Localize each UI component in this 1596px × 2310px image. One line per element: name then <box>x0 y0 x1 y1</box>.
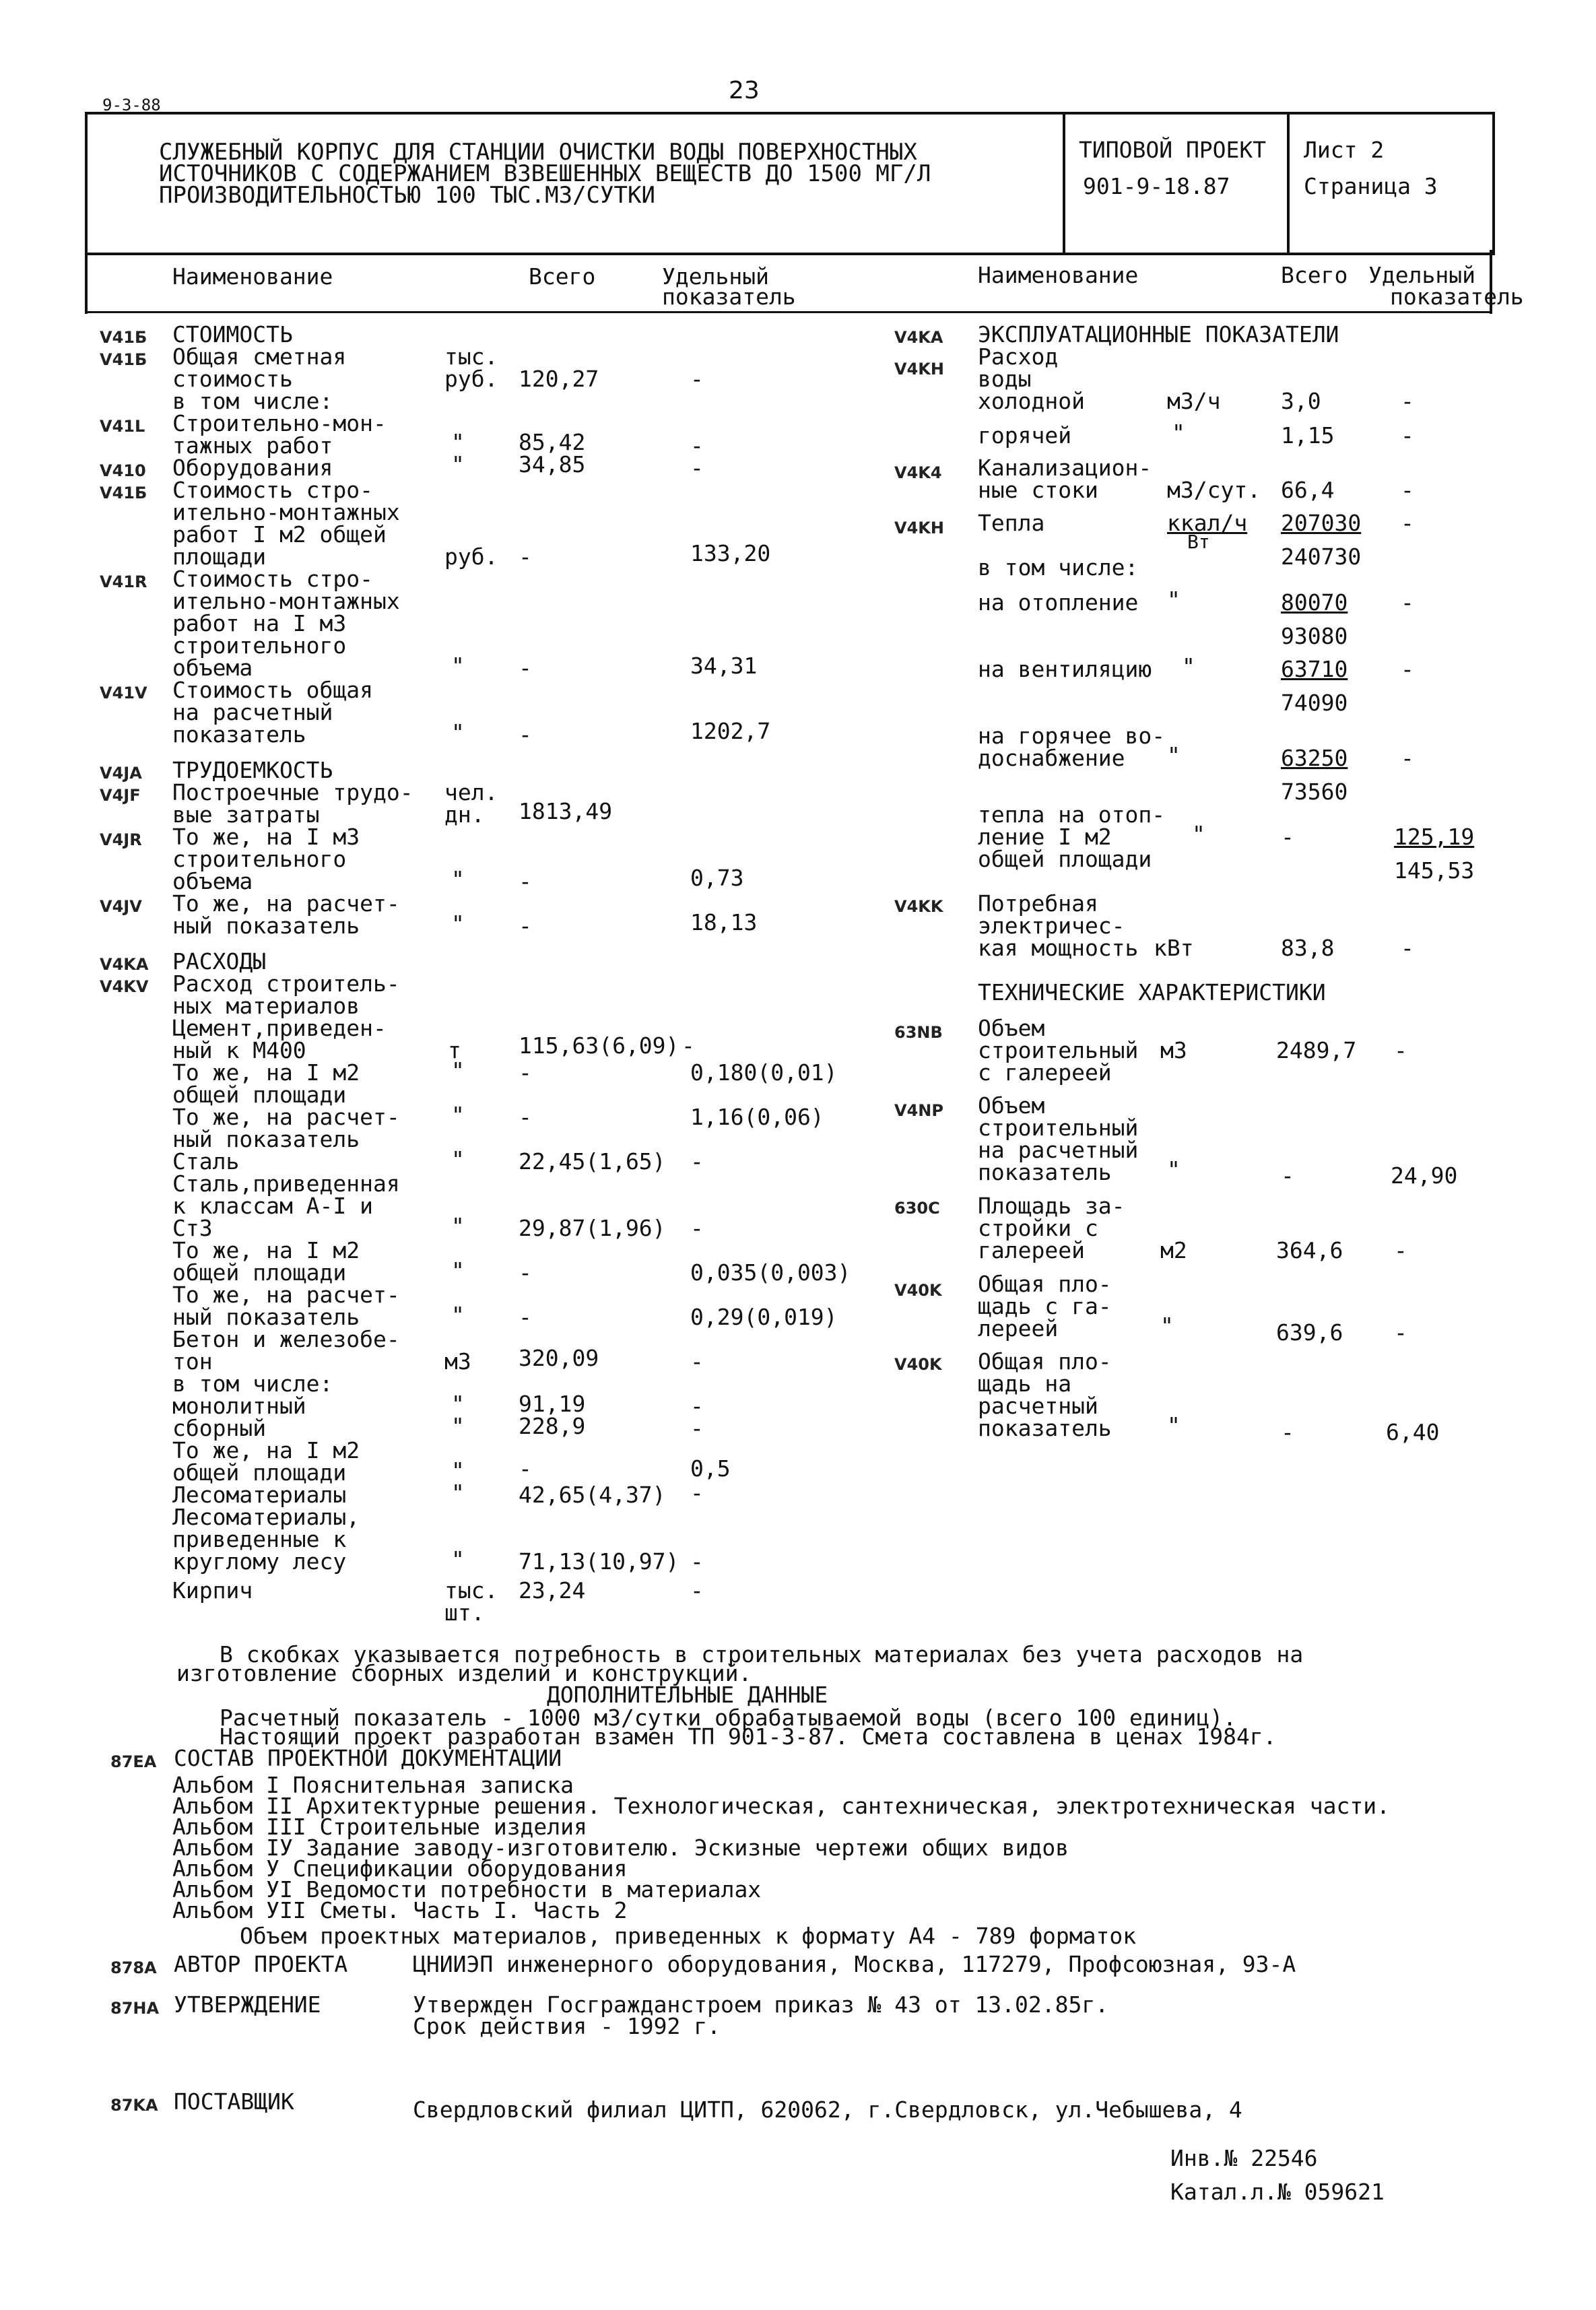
col-header-total-right: Всего <box>1281 262 1348 288</box>
unit-cell: " <box>451 1302 465 1328</box>
row-label: Кирпич <box>172 1577 253 1604</box>
row-label: То же, на расчет- <box>172 890 400 917</box>
row-label: электричес- <box>978 913 1125 939</box>
spec-cell: 0,5 <box>690 1455 731 1482</box>
unit-cell: " <box>451 1546 465 1573</box>
total-cell: 83,8 <box>1281 935 1335 961</box>
unit-cell: руб. <box>444 543 498 570</box>
spec-cell: - <box>1401 935 1414 961</box>
unit-cell: " <box>1167 587 1181 613</box>
row-label: холодной <box>978 388 1085 414</box>
total-cell: - <box>519 1259 532 1286</box>
catalog-number: Катал.л.№ 059621 <box>1170 2179 1385 2205</box>
row-label: сборный <box>172 1415 267 1441</box>
total-cell: 29,87(1,96) <box>519 1215 666 1241</box>
row-label: строительный <box>978 1115 1139 1141</box>
row-label: То же, на I м2 <box>172 1237 360 1263</box>
unit-cell: шт. <box>444 1599 485 1626</box>
row-label: работ на I м3 <box>172 610 347 636</box>
total-cell: 320,09 <box>519 1345 599 1371</box>
unit-cell: " <box>1160 1313 1174 1339</box>
unit-cell: м3/сут. <box>1167 477 1261 503</box>
row-code: V4KA <box>100 955 149 974</box>
row-code: V4JF <box>100 786 141 805</box>
col-header-total: Всего <box>529 263 596 290</box>
row-label: горячей <box>978 422 1072 449</box>
supplier-value: Свердловский филиал ЦИТП, 620062, г.Свердловск, ул.Чебышева, 4 <box>413 2097 1242 2123</box>
spec-cell: - <box>690 1348 704 1375</box>
list-item: Альбом УII Сметы. Часть I. Часть 2 <box>172 1897 628 1923</box>
total-cell: 1813,49 <box>519 798 613 824</box>
author-value: ЦНИИЭП инженерного оборудования, Москва, 117279, Профсоюзная, 93-А <box>413 1951 1296 1977</box>
spec-cell: - <box>690 1393 704 1419</box>
row-label: стоимость <box>172 366 293 392</box>
page-number: 23 <box>729 77 760 104</box>
unit-cell: " <box>451 1146 465 1173</box>
spec-cell: 0,29(0,019) <box>690 1304 838 1330</box>
list-item: Альбом III Строительные изделия <box>172 1814 587 1840</box>
row-label: щадь с га- <box>978 1293 1112 1319</box>
total-cell: 639,6 <box>1276 1319 1343 1346</box>
row-label: То же, на расчет- <box>172 1282 400 1308</box>
spec-cell: - <box>1401 388 1414 414</box>
spec-cell: 18,13 <box>690 909 758 935</box>
unit-cell: " <box>451 1057 465 1084</box>
row-label: Ст3 <box>172 1215 213 1241</box>
row-label: Стоимость стро- <box>172 477 374 503</box>
spec-cell: 145,53 <box>1394 857 1475 884</box>
total-cell: 80070 <box>1281 589 1348 616</box>
row-label: Оборудования <box>172 455 333 481</box>
row-label: вые затраты <box>172 801 320 828</box>
row-label: доснабжение <box>978 745 1125 771</box>
spec-cell: - <box>690 1480 704 1506</box>
header-box <box>85 112 1495 255</box>
row-code: 87HA <box>110 1999 160 2018</box>
row-code: 87KA <box>110 2096 158 2115</box>
row-label: ные стоки <box>978 477 1098 503</box>
total-cell: - <box>519 1304 532 1330</box>
row-label: объема <box>172 655 253 681</box>
row-code: 87EA <box>110 1752 157 1771</box>
spec-cell: - <box>690 1577 704 1604</box>
row-code: 63NB <box>894 1023 943 1042</box>
row-code: V4KH <box>894 360 944 378</box>
row-label: ный показатель <box>172 913 360 939</box>
spec-cell: - <box>690 1415 704 1441</box>
unit-cell: " <box>451 866 465 892</box>
row-label: общей площади <box>172 1459 347 1486</box>
total-cell: - <box>519 868 532 894</box>
row-label: в том числе: <box>172 1371 333 1397</box>
spec-cell: - <box>681 1032 695 1059</box>
spec-cell: - <box>1401 510 1414 536</box>
row-label: площади <box>172 543 267 570</box>
unit-cell: " <box>451 1213 465 1239</box>
row-label: тажных работ <box>172 432 333 459</box>
list-item: Альбом I Пояснительная записка <box>172 1772 574 1798</box>
unit-cell: " <box>451 1102 465 1128</box>
row-label: Канализацион- <box>978 455 1152 481</box>
col-header-specific-2: показатель <box>662 284 796 310</box>
approve-label: УТВЕРЖДЕНИЕ <box>174 1991 321 2018</box>
row-label: на отопление <box>978 589 1139 616</box>
row-code: V4JA <box>100 764 142 783</box>
row-label: щадь на <box>978 1371 1072 1397</box>
row-label: ный показатель <box>172 1126 360 1152</box>
row-label: Сталь,приведенная <box>172 1170 400 1197</box>
row-code: V41L <box>100 417 145 436</box>
total-cell: - <box>519 1059 532 1086</box>
row-label: Строительно-мон- <box>172 410 387 436</box>
total-cell: 34,85 <box>519 451 586 477</box>
row-label: на расчетный <box>978 1137 1139 1163</box>
spec-cell: - <box>1394 1037 1407 1063</box>
row-code: V4NP <box>894 1101 943 1120</box>
total-cell: - <box>1281 1162 1294 1189</box>
row-label: воды <box>978 366 1032 392</box>
unit-cell: " <box>451 1257 465 1284</box>
row-code: V41Б <box>100 350 147 369</box>
row-label: Построечные трудо- <box>172 779 413 805</box>
row-label: Тепла <box>978 510 1045 536</box>
unit-cell: " <box>1172 420 1185 446</box>
row-label: тон <box>172 1348 213 1375</box>
total-cell: - <box>1281 824 1294 850</box>
unit-cell: " <box>1192 821 1205 847</box>
unit-cell: " <box>451 451 465 477</box>
row-code: V4JV <box>100 897 142 916</box>
total-cell: 207030 <box>1281 510 1362 536</box>
unit-cell: ккал/ч <box>1167 510 1248 536</box>
total-cell: 74090 <box>1281 690 1348 716</box>
section-title: ТРУДОЕМКОСТЬ <box>172 757 333 783</box>
row-label: приведенные к <box>172 1526 347 1552</box>
row-label: расчетный <box>978 1393 1098 1419</box>
list-item: Альбом У Спецификации оборудования <box>172 1855 628 1882</box>
row-label: на вентиляцию <box>978 656 1152 682</box>
title-line: СЛУЖЕБНЫЙ КОРПУС ДЛЯ СТАНЦИИ ОЧИСТКИ ВОДЫ ПОВЕРХНОСТНЫХ <box>159 139 917 166</box>
title-line: ПРОИЗВОДИТЕЛЬНОСТЬЮ 100 ТЫС.М3/СУТКИ <box>159 182 655 209</box>
row-label: Лесоматериалы, <box>172 1504 360 1530</box>
row-label: строительного <box>172 846 347 872</box>
project-number: 901-9-18.87 <box>1083 173 1230 199</box>
spec-cell: - <box>1401 589 1414 616</box>
row-label: круглому лесу <box>172 1548 347 1575</box>
row-label: в том числе: <box>172 388 333 414</box>
note-text: изготовление сборных изделий и конструкций. <box>176 1660 752 1686</box>
row-label: общей площади <box>172 1259 347 1286</box>
total-cell: 2489,7 <box>1276 1037 1357 1063</box>
spec-cell: - <box>690 366 704 392</box>
unit-cell: " <box>451 911 465 937</box>
unit-cell: " <box>451 719 465 746</box>
row-code: V4K4 <box>894 463 942 482</box>
row-label: Объем <box>978 1092 1045 1119</box>
unit-cell: " <box>451 1480 465 1506</box>
row-label: Стоимость общая <box>172 677 374 703</box>
row-label: Расход <box>978 343 1059 370</box>
unit-cell: " <box>1167 1412 1181 1439</box>
row-label: стройки с <box>978 1215 1098 1241</box>
spec-cell: - <box>690 1148 704 1175</box>
row-label: общей площади <box>172 1082 347 1108</box>
total-cell: 23,24 <box>519 1577 586 1604</box>
unit-cell: " <box>1167 1156 1181 1183</box>
row-label: Бетон и железобе- <box>172 1326 400 1352</box>
total-cell: - <box>519 721 532 748</box>
list-item: Альбом II Архитектурные решения. Технологическая, сантехническая, электротехническая части. <box>172 1793 1390 1819</box>
row-label: Площадь за- <box>978 1193 1125 1219</box>
total-cell: 71,13(10,97) <box>519 1548 679 1575</box>
unit-cell: " <box>451 1457 465 1484</box>
spec-cell: 0,035(0,003) <box>690 1259 851 1286</box>
row-code: V4KA <box>894 328 943 347</box>
total-cell: 1,15 <box>1281 422 1335 449</box>
unit-cell: кВт <box>1154 935 1194 961</box>
row-code: 878A <box>110 1958 157 1977</box>
row-label: кая мощность <box>978 935 1139 961</box>
total-cell: 63250 <box>1281 745 1348 771</box>
unit-cell: " <box>451 1413 465 1439</box>
note-text: Расчетный показатель - 1000 м3/сутки обрабатываемой воды (всего 100 единиц). <box>220 1705 1236 1731</box>
row-label: Объем <box>978 1015 1045 1041</box>
row-label: Общая пло- <box>978 1271 1112 1297</box>
row-label: ный к М400 <box>172 1037 306 1063</box>
row-label: ительно-монтажных <box>172 499 400 525</box>
row-label: То же, на расчет- <box>172 1104 400 1130</box>
row-label: объема <box>172 868 253 894</box>
row-label: Расход строитель- <box>172 970 400 997</box>
row-label: с галереей <box>978 1059 1112 1086</box>
row-code: V4KH <box>894 519 944 537</box>
total-cell: 91,19 <box>519 1391 586 1417</box>
total-cell: - <box>519 913 532 939</box>
total-cell: 3,0 <box>1281 388 1321 414</box>
row-code: V41V <box>100 684 147 702</box>
row-code: V410 <box>100 461 146 480</box>
total-cell: 228,9 <box>519 1413 586 1439</box>
album-list <box>172 1772 1390 1923</box>
col-header-specific: Удельный <box>662 263 769 290</box>
row-code: V41Б <box>100 328 147 347</box>
row-label: общей площади <box>978 846 1152 872</box>
unit-cell: м3 <box>444 1348 471 1375</box>
unit-cell: " <box>451 653 465 679</box>
approve-value: Утвержден Госгражданстроем приказ № 43 от 13.02.85г. <box>413 1991 1109 2018</box>
unit-cell: чел. <box>444 779 498 805</box>
row-label: То же, на I м3 <box>172 824 360 850</box>
spec-cell: - <box>1401 656 1414 682</box>
note-text: В скобках указывается потребность в строительных материалах без учета расходов на <box>220 1641 1304 1668</box>
row-label: строительного <box>172 632 347 659</box>
row-label: в том числе: <box>978 554 1139 581</box>
row-label: показатель <box>978 1159 1112 1185</box>
col-header-specific-right-2: показатель <box>1390 284 1524 310</box>
unit-cell: " <box>451 1391 465 1417</box>
total-cell: 66,4 <box>1281 477 1335 503</box>
unit-cell: руб. <box>444 366 498 392</box>
row-label: Общая сметная <box>172 343 347 370</box>
spec-cell: 133,20 <box>690 540 771 566</box>
total-cell: 42,65(4,37) <box>519 1482 666 1508</box>
row-label: галереей <box>978 1237 1085 1263</box>
row-code: V4KV <box>100 977 149 996</box>
row-code: V40K <box>894 1281 942 1300</box>
row-label: к классам А-I и <box>172 1193 374 1219</box>
spec-cell: - <box>1394 1237 1407 1263</box>
row-label: Лесоматериалы <box>172 1482 347 1508</box>
unit-cell: " <box>1167 742 1181 768</box>
unit-cell: м3 <box>1160 1037 1187 1063</box>
col-header-specific-right: Удельный <box>1368 262 1475 288</box>
unit-cell: тыс. <box>444 1577 498 1604</box>
row-code: V41R <box>100 572 147 591</box>
unit-cell: " <box>1182 653 1195 680</box>
sheet-number: Лист 2 <box>1304 137 1385 163</box>
row-label: работ I м2 общей <box>172 521 387 548</box>
row-label: на горячее во- <box>978 723 1166 749</box>
spec-cell: 0,73 <box>690 865 744 891</box>
row-code: V41Б <box>100 484 147 502</box>
unit-cell: тыс. <box>444 343 498 370</box>
spec-cell: 6,40 <box>1386 1419 1440 1445</box>
row-label: То же, на I м2 <box>172 1059 360 1086</box>
row-label: на расчетный <box>172 699 333 725</box>
doc-code: 9-3-88 <box>102 96 161 114</box>
spec-cell: - <box>1401 477 1414 503</box>
section-title: СОСТАВ ПРОЕКТНОЙ ДОКУМЕНТАЦИИ <box>174 1745 562 1771</box>
note-text: Объем проектных материалов, приведенных к формату А4 - 789 форматок <box>240 1923 1137 1949</box>
unit-cell: м3/ч <box>1167 388 1221 414</box>
row-label: ный показатель <box>172 1304 360 1330</box>
spec-cell: 1,16(0,06) <box>690 1104 824 1130</box>
spec-cell: 0,180(0,01) <box>690 1059 838 1086</box>
total-cell: - <box>1281 1419 1294 1445</box>
spec-cell: 24,90 <box>1391 1162 1458 1189</box>
total-cell: - <box>519 655 532 681</box>
approve-term: Срок действия - 1992 г. <box>413 2013 721 2039</box>
section-title: ТЕХНИЧЕСКИЕ ХАРАКТЕРИСТИКИ <box>978 979 1326 1005</box>
col-header-name: Наименование <box>172 263 333 290</box>
total-cell: 93080 <box>1281 623 1348 649</box>
section-title: ЭКСПЛУАТАЦИОННЫЕ ПОКАЗАТЕЛИ <box>978 321 1339 348</box>
row-label: монолитный <box>172 1393 306 1419</box>
spec-cell: 1202,7 <box>690 718 771 744</box>
row-code: V4KK <box>894 897 943 916</box>
project-title <box>159 139 931 209</box>
inventory-number: Инв.№ 22546 <box>1170 2145 1318 2171</box>
author-label: АВТОР ПРОЕКТА <box>174 1951 348 1977</box>
total-cell: - <box>519 543 532 570</box>
title-line: ИСТОЧНИКОВ С СОДЕРЖАНИЕМ ВЗВЕШЕННЫХ ВЕЩЕСТВ ДО 1500 МГ/Л <box>159 160 931 187</box>
section-title: РАСХОДЫ <box>172 948 267 975</box>
unit-cell: т <box>448 1037 461 1063</box>
unit-cell: Вт <box>1187 531 1210 553</box>
list-item: Альбом УI Ведомости потребности в материалах <box>172 1876 762 1903</box>
row-label: Потребная <box>978 890 1098 917</box>
section-title: ДОПОЛНИТЕЛЬНЫЕ ДАННЫЕ <box>547 1682 828 1708</box>
row-label: ительно-монтажных <box>172 588 400 614</box>
total-cell: 120,27 <box>519 366 599 392</box>
page-label: Страница 3 <box>1304 173 1438 199</box>
row-label: Сталь <box>172 1148 240 1175</box>
row-code: V40K <box>894 1355 942 1374</box>
total-cell: 85,42 <box>519 429 586 455</box>
row-label: Цемент,приведен- <box>172 1015 387 1041</box>
spec-cell: 125,19 <box>1394 824 1475 850</box>
total-cell: 364,6 <box>1276 1237 1343 1263</box>
total-cell: 240730 <box>1281 543 1362 570</box>
unit-cell: " <box>451 429 465 455</box>
spec-cell: 34,31 <box>690 653 758 679</box>
row-label: показатель <box>172 721 306 748</box>
spec-cell: - <box>690 1548 704 1575</box>
total-cell: 22,45(1,65) <box>519 1148 666 1175</box>
row-label: тепла на отоп- <box>978 801 1166 828</box>
unit-cell: м2 <box>1160 1237 1187 1263</box>
project-label: ТИПОВОЙ ПРОЕКТ <box>1079 137 1267 163</box>
spec-cell: - <box>690 455 704 481</box>
row-code: V4JR <box>100 830 142 849</box>
total-cell: 115,63(6,09) <box>519 1032 679 1059</box>
row-label: показатель <box>978 1415 1112 1441</box>
list-item: Альбом IУ Задание заводу-изготовителю. Эскизные чертежи общих видов <box>172 1835 1069 1861</box>
spec-cell: - <box>1401 745 1414 771</box>
total-cell: - <box>519 1455 532 1482</box>
col-header-name-right: Наименование <box>978 262 1139 288</box>
spec-cell: - <box>1394 1319 1407 1346</box>
row-label: ных материалов <box>172 993 360 1019</box>
total-cell: 73560 <box>1281 779 1348 805</box>
spec-cell: - <box>1401 422 1414 449</box>
note-text: Настоящий проект разработан взамен ТП 901-3-87. Смета составлена в ценах 1984г. <box>220 1723 1277 1750</box>
row-label: ление I м2 <box>978 824 1112 850</box>
row-label: То же, на I м2 <box>172 1437 360 1463</box>
spec-cell: - <box>690 1215 704 1241</box>
total-cell: - <box>519 1104 532 1130</box>
row-label: Общая пло- <box>978 1348 1112 1375</box>
row-label: лереей <box>978 1315 1059 1342</box>
section-title: СТОИМОСТЬ <box>172 321 293 348</box>
row-code: 630C <box>894 1199 940 1218</box>
spec-cell: - <box>690 432 704 459</box>
row-label: Стоимость стро- <box>172 566 374 592</box>
supplier-label: ПОСТАВЩИК <box>174 2088 294 2115</box>
total-cell: 63710 <box>1281 656 1348 682</box>
row-label: строительный <box>978 1037 1139 1063</box>
unit-cell: дн. <box>444 801 485 828</box>
